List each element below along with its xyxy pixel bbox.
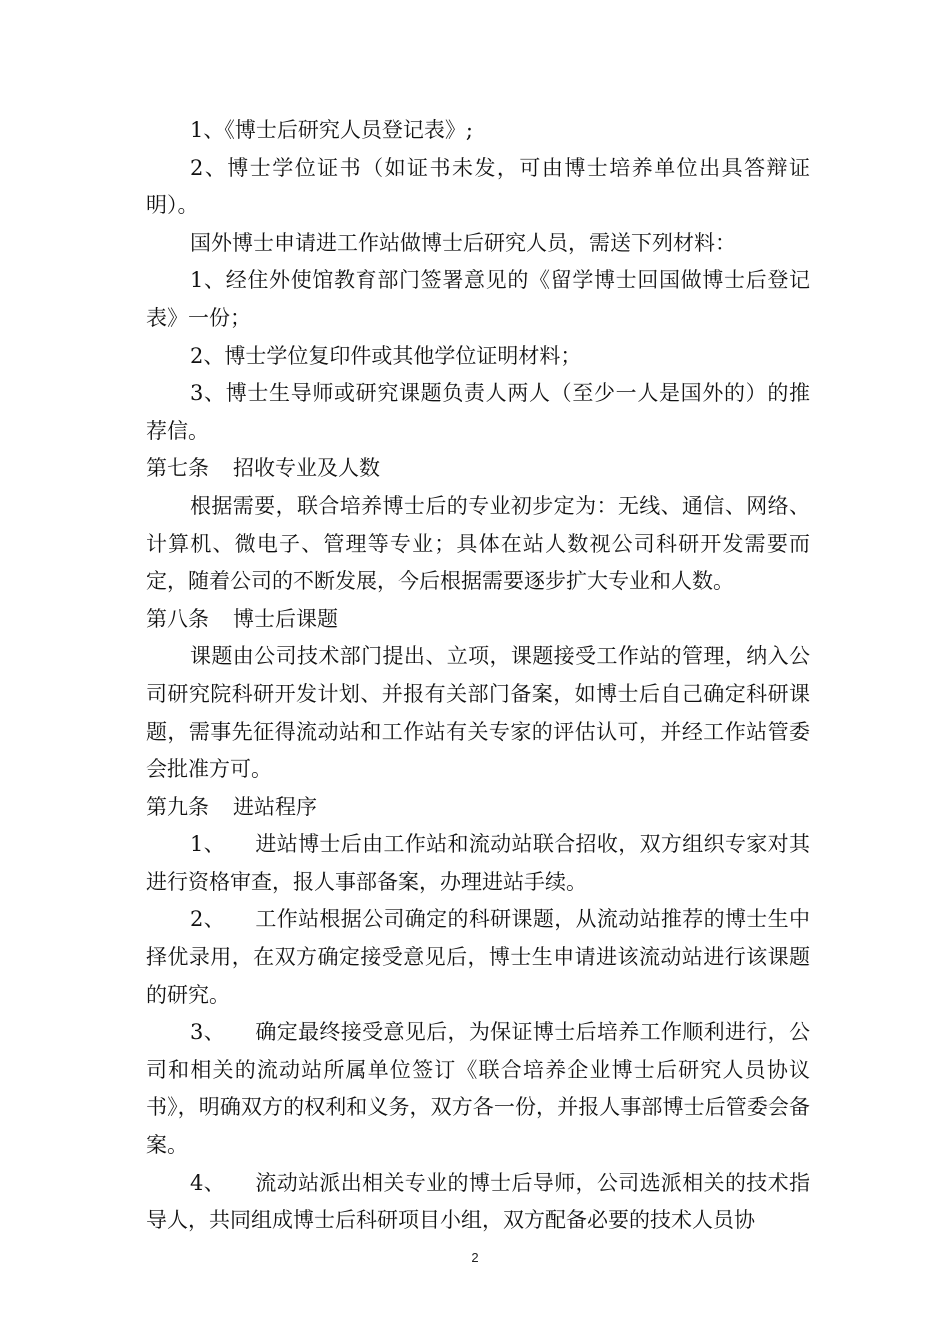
article-8-body: 课题由公司技术部门提出、立项，课题接受工作站的管理，纳入公司研究院科研开发计划、并报有关部门备案，如博士后自己确定科研课题，需事先征得流动站和工作站有关专家的评估认可，并经工作站管委会批准方可。 — [146, 644, 810, 782]
article-7-title: 招收专业及人数 — [233, 456, 380, 481]
item-1-number: 1、 — [190, 832, 226, 857]
article-9-heading — [146, 789, 810, 827]
article-8-title: 博士后课题 — [233, 606, 338, 631]
paragraph-recommendation-letters: 3、博士生导师或研究课题负责人两人（至少一人是国外的）的推荐信。 — [146, 381, 810, 443]
paragraph-degree-certificate: 2、博士学位证书（如证书未发，可由博士培养单位出具答辩证明）。 — [146, 155, 810, 218]
paragraph-foreign-registration-form: 1、经住外使馆教育部门签署意见的《留学博士回国做博士后登记表》一份； — [146, 268, 810, 330]
paragraph-required-form: 1、《博士后研究人员登记表》; — [190, 118, 473, 142]
item-3-text: 确定最终接受意见后，为保证博士后培养工作顺利进行，公司和相关的流动站所属单位签订《联合培养企业博士后研究人员协议书》，明确双方的权利和义务，双方各一份，并报人事部博士后管委会备案。 — [146, 1020, 810, 1158]
item-1-text: 进站博士后由工作站和流动站联合招收，双方组织专家对其进行资格审查，报人事部备案，办理进站手续。 — [146, 832, 810, 894]
article-9-item-2 — [146, 901, 810, 1014]
article-9-number: 第九条 — [146, 794, 209, 819]
item-4-text: 流动站派出相关专业的博士后导师，公司选派相关的技术指导人，共同组成博士后科研项目小组，双方配备必要的技术人员协 — [146, 1170, 810, 1233]
paragraph-degree-copy: 2、博士学位复印件或其他学位证明材料； — [190, 343, 582, 368]
paragraph-foreign-doctor-intro: 国外博士申请进工作站做博士后研究人员，需送下列材料： — [190, 230, 736, 255]
article-7-number: 第七条 — [146, 456, 209, 481]
article-9-item-4 — [146, 1165, 810, 1240]
item-2-number: 2、 — [190, 907, 226, 932]
item-3-number: 3、 — [190, 1020, 226, 1045]
article-9-item-1 — [146, 826, 810, 901]
page-number: 2 — [471, 1250, 479, 1265]
article-8-number: 第八条 — [146, 606, 209, 631]
article-7-heading — [146, 450, 810, 488]
item-2-text: 工作站根据公司确定的科研课题，从流动站推荐的博士生中择优录用，在双方确定接受意见后，博士生申请进该流动站进行该课题的研究。 — [146, 907, 810, 1007]
article-9-item-3 — [146, 1014, 810, 1164]
article-8-heading — [146, 601, 810, 639]
article-7-body: 根据需要，联合培养博士后的专业初步定为：无线、通信、网络、计算机、微电子、管理等专业；具体在站人数视公司科研开发需要而定，随着公司的不断发展，今后根据需要逐步扩大专业和人数。 — [146, 493, 810, 594]
document-body — [146, 112, 810, 1240]
article-9-title: 进站程序 — [233, 794, 317, 819]
item-4-number: 4、 — [190, 1170, 226, 1195]
